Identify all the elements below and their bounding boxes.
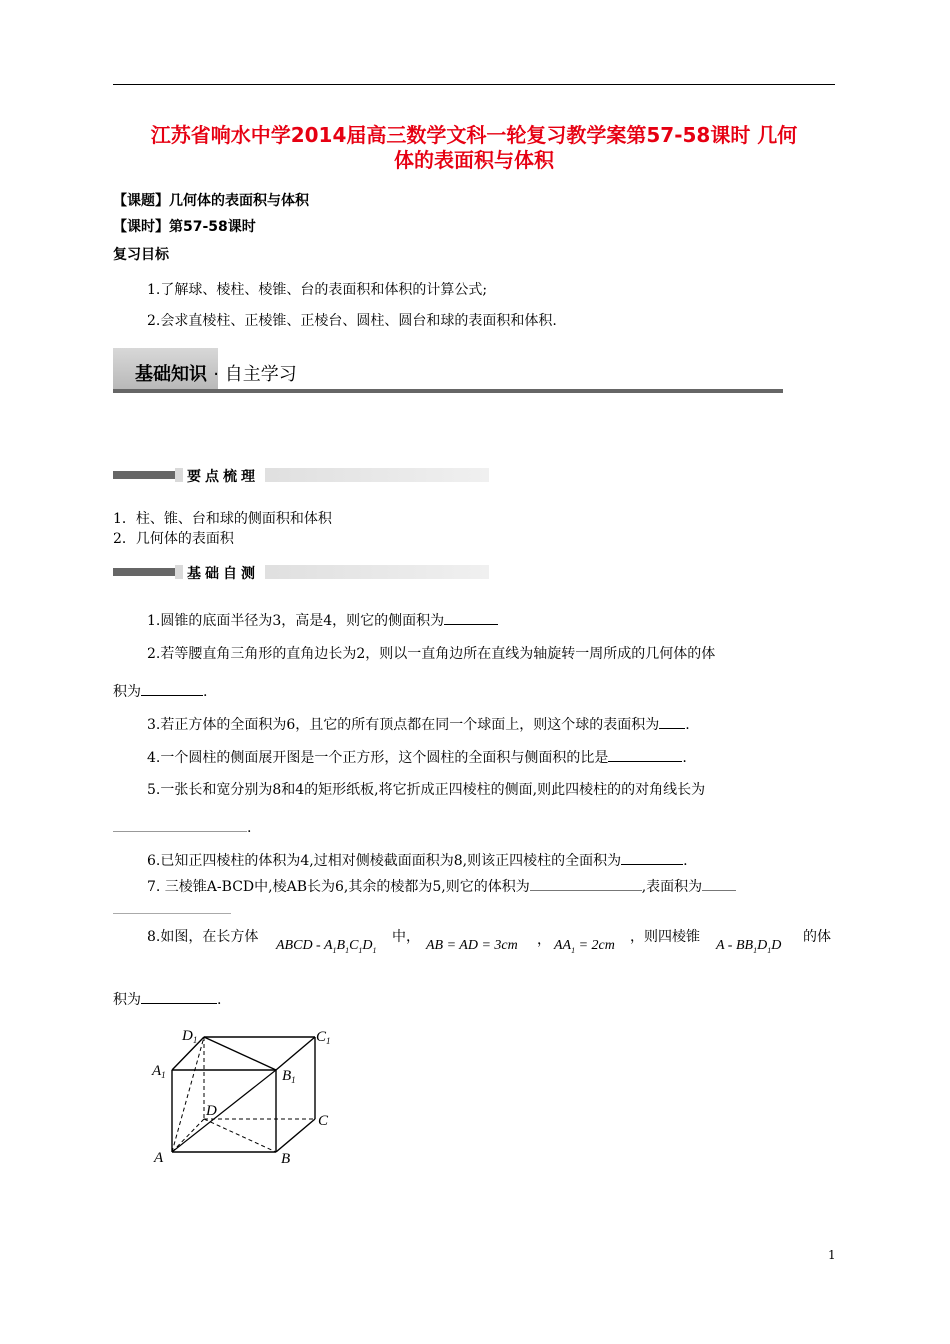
question-8-line2 bbox=[113, 989, 221, 1010]
subscript: 1 bbox=[372, 945, 377, 955]
top-rule bbox=[113, 84, 835, 85]
label-c: C bbox=[318, 1113, 329, 1129]
banner-underline bbox=[113, 389, 783, 393]
label-c1: $C_1$ bbox=[316, 1029, 331, 1046]
question-2-line2 bbox=[113, 681, 207, 702]
subscript: 1 bbox=[571, 945, 576, 955]
subscript: 1 bbox=[332, 945, 337, 955]
question-3-text: 3.若正方体的全面积为6，且它的所有顶点都在同一个球面上，则这个球的表面积为 bbox=[147, 717, 660, 733]
math-part: D bbox=[771, 938, 782, 953]
period-mark: . bbox=[683, 853, 688, 869]
math-eq-ab-ad: AB = AD = 3cm bbox=[426, 938, 518, 953]
subsection-bar-self-test bbox=[113, 565, 489, 582]
banner-sub: · 自主学习 bbox=[213, 364, 297, 385]
edge-b1c1 bbox=[276, 1037, 315, 1070]
answer-blank-6[interactable] bbox=[621, 850, 683, 865]
goals-heading: 复习目标 bbox=[113, 247, 169, 263]
question-1-text: 1.圆锥的底面半径为3，高是4，则它的侧面积为 bbox=[147, 613, 445, 629]
topic-line: 【课题】几何体的表面积与体积 bbox=[113, 193, 309, 209]
page-number: 1 bbox=[828, 1248, 836, 1262]
point-item-1: 1．柱、锥、台和球的侧面积和体积 bbox=[113, 511, 332, 527]
math-part: ABCD - A bbox=[276, 938, 333, 953]
subscript: 1 bbox=[358, 945, 363, 955]
question-4 bbox=[147, 747, 687, 768]
period-mark: . bbox=[203, 684, 208, 700]
answer-blank-4[interactable] bbox=[608, 747, 682, 762]
label-b: B bbox=[281, 1151, 291, 1167]
answer-blank-5[interactable] bbox=[113, 817, 247, 832]
subsection-bar-key-points bbox=[113, 468, 489, 485]
question-2-text: 积为 bbox=[113, 684, 141, 700]
math-part: D bbox=[757, 938, 768, 953]
subscript: 1 bbox=[767, 945, 772, 955]
question-5: 5.一张长和宽分别为8和4的矩形纸板,将它折成正四棱柱的侧面,则此四棱柱的的对角线长为 bbox=[147, 782, 706, 798]
question-6-text: 6.已知正四棱柱的体积为4,过相对侧棱截面面积为8,则该正四棱柱的全面积为 bbox=[147, 853, 622, 869]
question-1 bbox=[147, 610, 498, 631]
goal-item-1: 1.了解球、棱柱、棱锥、台的表面积和体积的计算公式; bbox=[147, 282, 488, 298]
math-pyramid-name bbox=[716, 938, 781, 955]
math-part: B bbox=[336, 938, 346, 953]
banner-main: 基础知识 bbox=[135, 364, 207, 385]
period-mark: . bbox=[247, 820, 252, 836]
subscript: 1 bbox=[753, 945, 758, 955]
period-mark: . bbox=[682, 750, 687, 766]
cuboid-figure bbox=[140, 1020, 340, 1170]
math-eq-aa1 bbox=[554, 938, 615, 955]
label-b1: $B_1$ bbox=[282, 1068, 296, 1085]
period-mark: . bbox=[217, 992, 222, 1008]
section-banner bbox=[113, 348, 783, 394]
question-7-text-a: 7. 三棱锥A-BCD中,棱AB长为6,其余的棱都为5,则它的体积为 bbox=[147, 879, 530, 895]
edge-d1b1 bbox=[204, 1037, 276, 1070]
answer-blank-3[interactable] bbox=[659, 714, 685, 729]
question-2-line1: 2.若等腰直角三角形的直角边长为2，则以一直角边所在直线为轴旋转一周所成的几何体的体 bbox=[147, 646, 716, 662]
question-4-text: 4.一个圆柱的侧面展开图是一个正方形，这个圆柱的全面积与侧面积的比是 bbox=[147, 750, 609, 766]
period-line: 【课时】第57-58课时 bbox=[113, 219, 256, 235]
period-mark: . bbox=[685, 717, 690, 733]
goal-item-2: 2.会求直棱柱、正棱锥、正棱台、圆柱、圆台和球的表面积和体积. bbox=[147, 313, 557, 329]
label-d1: $D_1$ bbox=[182, 1028, 198, 1045]
edge-ab1 bbox=[172, 1070, 276, 1152]
doc-title-line1: 江苏省响水中学2014届高三数学文科一轮复习教学案第57-58课时 几何 bbox=[150, 123, 798, 147]
question-8-text-e: 积为 bbox=[113, 992, 141, 1008]
subbar-dark bbox=[113, 568, 175, 576]
question-6 bbox=[147, 850, 688, 871]
subbar-dark bbox=[113, 471, 175, 479]
question-7 bbox=[147, 876, 736, 897]
edge-db bbox=[204, 1119, 276, 1152]
question-3 bbox=[147, 714, 690, 735]
subsection-label-self-test: 基础自测 bbox=[183, 563, 265, 583]
question-8-text-c: ，则四棱锥 bbox=[630, 929, 700, 945]
question-8-line1 bbox=[147, 927, 258, 947]
label-a: A bbox=[154, 1150, 164, 1166]
question-5-blank-line bbox=[113, 817, 251, 838]
comma-mark: ， bbox=[537, 932, 551, 948]
edge-bc bbox=[276, 1119, 315, 1152]
math-box-name bbox=[276, 938, 377, 955]
subscript: 1 bbox=[345, 945, 350, 955]
banner-title bbox=[135, 360, 297, 386]
answer-blank-7a[interactable] bbox=[530, 876, 642, 891]
answer-blank-7b[interactable] bbox=[702, 876, 736, 891]
question-8-text-b: 中， bbox=[392, 929, 420, 945]
question-7-text-b: ,表面积为 bbox=[641, 879, 703, 895]
question-8-text-a: 8.如图，在长方体 bbox=[147, 929, 259, 945]
answer-blank-7b-continued[interactable] bbox=[113, 913, 231, 914]
question-8-text-d: 的体 bbox=[803, 929, 831, 945]
math-part: = 2cm bbox=[575, 938, 615, 953]
subsection-label-key-points: 要点梳理 bbox=[183, 466, 265, 486]
answer-blank-1[interactable] bbox=[444, 610, 498, 625]
label-d: D bbox=[206, 1103, 217, 1119]
doc-title-line2: 体的表面积与体积 bbox=[394, 148, 554, 172]
math-part: C bbox=[349, 938, 359, 953]
label-a1: $A_1$ bbox=[152, 1063, 166, 1080]
math-part: A - BB bbox=[716, 938, 754, 953]
math-part: D bbox=[362, 938, 373, 953]
answer-blank-2[interactable] bbox=[141, 681, 203, 696]
point-item-2: 2．几何体的表面积 bbox=[113, 531, 234, 547]
math-part: AA bbox=[554, 938, 572, 953]
answer-blank-8[interactable] bbox=[141, 989, 217, 1004]
